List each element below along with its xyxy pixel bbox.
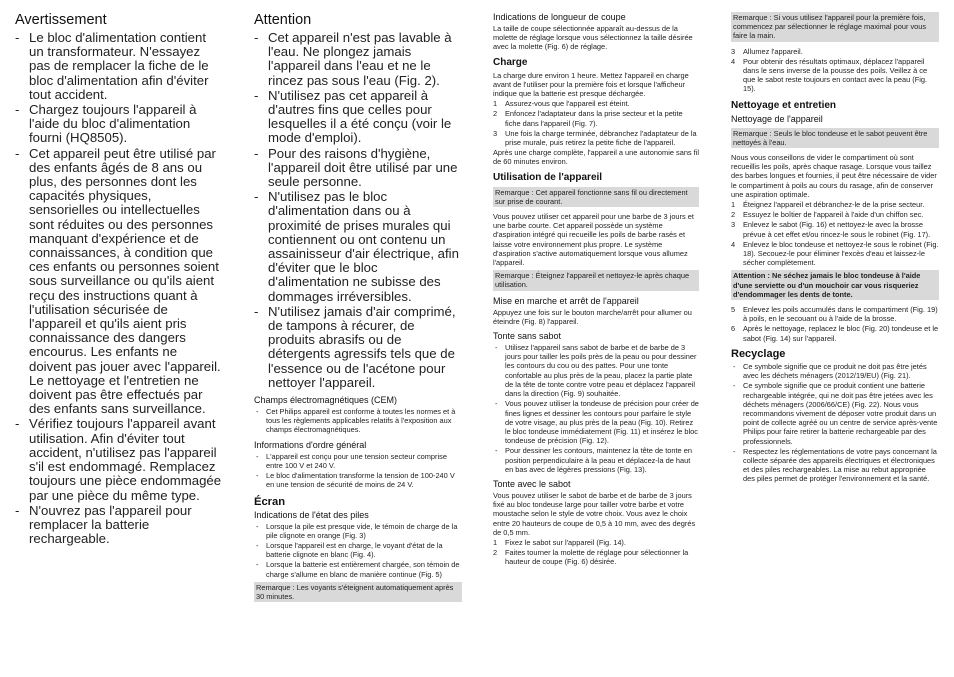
list-item: - Cet appareil n'est pas lavable à l'eau. Ne plongez jamais l'appareil dans l'eau et ne le rincez pas sous l'eau (Fig. 2). — [254, 30, 452, 88]
column-1 — [15, 10, 223, 547]
charge-title: Charge — [493, 56, 528, 68]
list-item: 2 Essuyez le boîtier de l'appareil à l'aide d'un chiffon sec. — [731, 210, 924, 220]
list-item: 2 Enfoncez l'adaptateur dans la prise secteur et la petite fiche dans l'appareil (Fig. 7). — [493, 109, 683, 128]
list-item: 2 Faites tourner la molette de réglage pour sélectionner la hauteur de coupe (Fig. 6) désirée. — [493, 548, 689, 567]
use-title: Utilisation de l'appareil — [493, 171, 603, 183]
emf-list — [254, 407, 462, 435]
clean-title: Nettoyage et entretien — [731, 99, 837, 111]
clean-note: Remarque : Seuls le bloc tondeuse et le sabot peuvent être nettoyés à l'eau. — [731, 128, 939, 148]
battery-note: Remarque : Les voyants s'éteignent automatiquement après 30 minutes. — [254, 582, 462, 602]
recycle-title: Recyclage — [731, 347, 786, 360]
list-item: - Utilisez l'appareil sans sabot de barbe et de barbe de 3 jours pour tailler les poils près de la peau ou pour dessiner les contours du cou ou des pattes. Pour une tonte confortable au plus près de la peau, placez la partie plate de la tête de tonte contre votre peau et déplacez l'appareil dans la direction (Fig. 9) souhaitée. — [495, 343, 697, 399]
charge-steps — [493, 99, 699, 147]
list-item: - Lorsque la batterie est entièrement chargée, son témoin de charge s'allume en blanc de manière continue (Fig. 5) — [256, 560, 460, 579]
list-item: - Cet Philips appareil est conforme à toutes les normes et à tous les règlements applicables relatifs à l'exposition aux champs électromagnétiques. — [256, 407, 456, 435]
list-item: - L'appareil est conçu pour une tension secteur comprise entre 100 V et 240 V. — [256, 451, 447, 470]
screen-title: Écran — [254, 495, 286, 508]
general-list — [254, 452, 462, 490]
charge-text: La charge dure environ 1 heure. Mettez l'appareil en charge avant de l'utiliser pour la première fois et lorsque l'afficheur indique que la batterie est presque déchargée. — [493, 70, 689, 99]
list-item: - N'ouvrez pas l'appareil pour remplacer la batterie rechargeable. — [15, 502, 192, 547]
use-note-2: Remarque : Éteignez l'appareil et nettoyez-le après chaque utilisation. — [493, 270, 699, 290]
length-text: La taille de coupe sélectionnée apparaît au-dessus de la molette de réglage lorsque vous sélectionnez la taille désirée avec la molette (Fig. 6) de réglage. — [493, 24, 693, 52]
clean-text: Nous vous conseillons de vider le compartiment où sont recueillis les poils, après chaque rasage. Lorsque vous taillez des barbes longues et fournies, il peut être nécessaire de vider le compartiment à poils au cours du rasage, afin de conserver une aspiration optimale. — [731, 153, 937, 199]
list-item: - N'utilisez pas le bloc d'alimentation dans ou à proximité de prises murales qui contiennent ou ont contenu un assainisseur d'air électrique, afin d'éviter que le bloc d'alimentation ne subisse des dommages irréversibles. — [254, 189, 459, 304]
list-item: 5 Enlevez les poils accumulés dans le compartiment (Fig. 19) à poils, en le secouant ou à l'aide de la brosse. — [731, 305, 938, 324]
list-item: 1 Assurez-vous que l'appareil est éteint. — [493, 99, 630, 109]
clean-steps — [731, 200, 939, 267]
list-item: 3 Enlevez le sabot (Fig. 16) et nettoyez-le avec la brosse prévue à cet effet et/ou rincez-le sous le robinet (Fig. 17). — [731, 220, 931, 239]
list-item: - Ce symbole signifie que ce produit ne doit pas être jetés avec les déchets ménagers (2012/19/EU) (Fig. 21). — [733, 361, 927, 381]
stubble-list — [493, 343, 699, 474]
emf-title: Champs électromagnétiques (CEM) — [254, 395, 398, 406]
battery-title: Indications de l'état des piles — [254, 509, 369, 520]
warning-note: Attention : Ne séchez jamais le bloc tondeuse à l'aide d'une serviette ou d'un mouchoir car vous risqueriez d'endommager les dents de tonte. — [731, 270, 939, 300]
list-item: 3 Allumez l'appareil. — [731, 46, 803, 56]
first-use-note: Remarque : Si vous utilisez l'appareil pour la première fois, commencez par sélectionner le réglage maximal pour vous faire la main. — [731, 12, 939, 42]
list-item: 6 Après le nettoyage, replacez le bloc (Fig. 20) tondeuse et le sabot (Fig. 14) sur l'appareil. — [731, 324, 939, 343]
list-item: 3 Une fois la charge terminée, débranchez l'adaptateur de la prise murale, puis retirez la petite fiche de l'appareil. — [493, 128, 697, 148]
onoff-text: Appuyez une fois sur le bouton marche/arrêt pour allumer ou éteindre (Fig. 8) l'appareil. — [493, 307, 692, 326]
list-item: - Pour des raisons d'hygiène, l'appareil doit être utilisé par une seule personne. — [254, 145, 458, 190]
charge-after: Après une charge complète, l'appareil a une autonomie sans fil de 60 minutes environ. — [493, 148, 700, 167]
use-text: Vous pouvez utiliser cet appareil pour une barbe de 3 jours et une barbe courte. Cet appareil possède un système d'aspiration intégré qui recueille les poils de barbe rasés et laisse votre environnement plus propre. Le système d'aspiration s'active automatiquement lorsque vous allumez l'appareil. — [493, 212, 694, 268]
column-2 — [254, 10, 462, 607]
warning-list — [15, 31, 223, 546]
comb-title: Tonte avec le sabot — [493, 478, 571, 489]
length-title: Indications de longueur de coupe — [493, 12, 626, 22]
comb-text: Vous pouvez utiliser le sabot de barbe et de barbe de 3 jours fixé au bloc tondeuse large pour tailler votre barbe et votre moustache selon le style de votre choix. Vous avez le choix entre 20 hauteurs de coupe de 0,5 à 10 mm, avec des degrés de 0,5 mm. — [493, 490, 696, 537]
warning-title: Avertissement — [15, 12, 107, 28]
use-steps — [731, 47, 939, 94]
column-4 — [731, 10, 939, 485]
list-item: 1 Éteignez l'appareil et débranchez-le de la prise secteur. — [731, 200, 925, 210]
list-item: - Lorsque la pile est presque vide, le témoin de charge de la pile clignote en orange (Fig. 3) — [256, 521, 458, 540]
list-item: - Chargez toujours l'appareil à l'aide du bloc d'alimentation fourni (HQ8505). — [15, 102, 197, 146]
list-item: - Pour dessiner les contours, maintenez la tête de tonte en position perpendiculaire à la peau et déplacez-la de haut en bas avec de légères pressions (Fig. 13). — [495, 446, 692, 474]
list-item: - Vous pouvez utiliser la tondeuse de précision pour créer de fines lignes et dessiner les contours pour parfaire le style de votre visage, au plus près de la peau (Fig. 10). Retirez le bloc tondeuse immédiatement (Fig. 11) et insérez le bloc tondeuse de précision (Fig. 12). — [495, 399, 699, 446]
list-item: 1 Fixez le sabot sur l'appareil (Fig. 14). — [493, 537, 626, 547]
list-item: - Respectez les réglementations de votre pays concernant la collecte séparée des appareils électriques et électroniques et des piles rechargeables. La mise au rebut appropriée des piles permet de protéger l'environnement et la santé. — [733, 446, 937, 484]
use-note: Remarque : Cet appareil fonctionne sans fil ou directement sur prise de courant. — [493, 187, 699, 207]
list-item: - Le bloc d'alimentation transforme la tension de 100-240 V en une tension de sécurité de moins de 24 V. — [256, 471, 455, 490]
list-item: - Lorsque l'appareil est en charge, le voyant d'état de la batterie clignote en blanc (Fig. 4). — [256, 540, 443, 560]
clean-steps-2 — [731, 305, 939, 343]
comb-steps — [493, 538, 699, 567]
list-item: 4 Pour obtenir des résultats optimaux, déplacez l'appareil dans le sens inverse de la pousse des poils. Veillez à ce que le sabot reste toujours en contact avec la peau (Fig. 15). — [731, 56, 928, 94]
onoff-title: Mise en marche et arrêt de l'appareil — [493, 295, 639, 306]
stubble-title: Tonte sans sabot — [493, 331, 562, 342]
attention-title: Attention — [254, 12, 312, 28]
list-item: - Vérifiez toujours l'appareil avant utilisation. Afin d'éviter tout accident, n'utilisez pas l'appareil s'il est endommagé. Remplacez toujours une pièce endommagée par une pièce du même type. — [15, 416, 222, 503]
list-item: 4 Enlevez le bloc tondeuse et nettoyez-le sous le robinet (Fig. 18). Secouez-le pour éliminer l'excès d'eau et laissez-le sécher complètement. — [731, 239, 939, 268]
list-item: - Cet appareil peut être utilisé par des enfants âgés de 8 ans ou plus, des personnes dont les capacités physiques, sensorielles ou intellectuelles sont réduites ou des personnes manquant d'expérience et de connaissances, à condition que ces enfants ou personnes soient sous surveillance ou qu'ils aient reçu des instructions quant à l'utilisation sécurisée de l'appareil et qu'ils aient pris connaissance des dangers encourus. Les enfants ne doivent pas jouer avec l'appareil. Le nettoyage et l'entretien ne doivent pas être effectués par des enfants sans surveillance. — [15, 145, 221, 417]
list-item: - N'utilisez pas cet appareil à d'autres fins que celles pour lesquelles il a été conçu (voir le mode d'emploi). — [254, 87, 452, 146]
list-item: - Le bloc d'alimentation contient un transformateur. N'essayez pas de remplacer la fiche de le bloc d'alimentation afin d'éviter tout accident. — [15, 30, 209, 102]
battery-list — [254, 522, 462, 579]
attention-list — [254, 31, 462, 390]
clean-subtitle: Nettoyage de l'appareil — [731, 113, 823, 124]
general-title: Informations d'ordre général — [254, 439, 367, 450]
list-item: - N'utilisez jamais d'air comprimé, de tampons à récurer, de produits abrasifs ou de détergents agressifs tels que de l'essence ou de l'acétone pour nettoyer l'appareil. — [254, 303, 456, 390]
list-item: - Ce symbole signifie que ce produit contient une batterie rechargeable intégrée, qui ne doit pas être jetées avec les déchets ménagers (2006/66/CE) (Fig. 22). Nous vous recommandons vivement de déposer votre produit dans un point de collecte agréé ou un centre de service après-vente Philips pour faire retirer la batterie rechargeable par des professionnels. — [733, 381, 938, 446]
column-3 — [493, 10, 699, 568]
recycle-list — [731, 362, 939, 484]
